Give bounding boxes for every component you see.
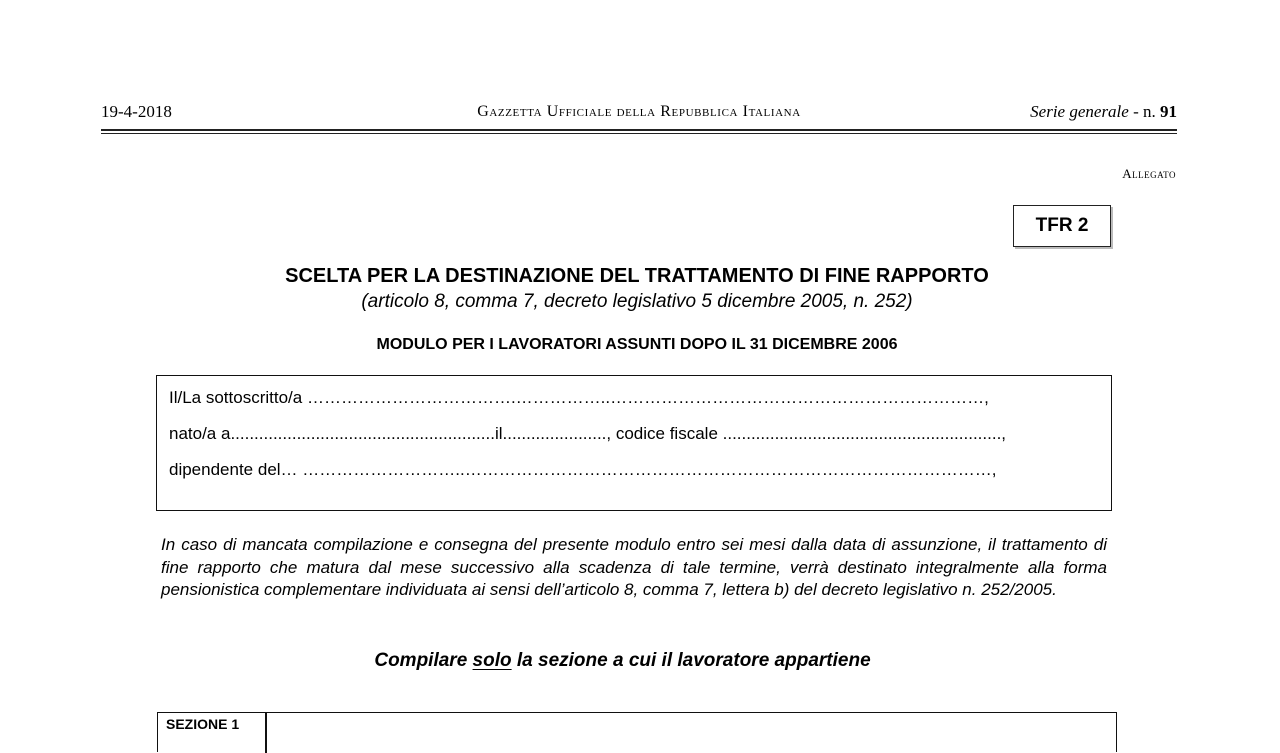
form-code-box: [1013, 205, 1111, 247]
instruction-after: la sezione a cui il lavoratore appartiene: [511, 650, 871, 671]
nascita-codice-fiscale-line[interactable]: nato/a a........................................................il......................, codice fiscale ...........................................................,: [169, 424, 1007, 443]
dipendente-line[interactable]: dipendente del… ………………………..…………………………………………………………………………………,: [169, 460, 997, 479]
notice-paragraph: In caso di mancata compilazione e consegna del presente modulo entro sei mesi dalla data di assunzione, il trattamento di fine rapporto che matura dal mese successivo alla scadenza di tale termine, verrà destinato integralmente alla forma pensionistica complementare individuata ai sensi dell’articolo 8, comma 7, lettera b) del decreto legislativo n. 252/2005.: [161, 535, 1107, 599]
section-instruction: [0, 650, 1245, 672]
instruction-underlined: solo: [472, 650, 512, 671]
sezione-1-label: SEZIONE 1: [166, 716, 240, 732]
gazzetta-title: Gazzetta Ufficiale della Repubblica Italiana: [477, 103, 801, 120]
document-title: SCELTA PER LA DESTINAZIONE DEL TRATTAMENTO DI FINE RAPPORTO: [285, 265, 989, 287]
modulo-heading: MODULO PER I LAVORATORI ASSUNTI DOPO IL 31 DICEMBRE 2006: [376, 336, 898, 353]
sezione-1-box: [157, 712, 1117, 752]
serie-info: [1030, 102, 1177, 122]
instruction-before: Compilare: [374, 650, 473, 671]
serie-label: Serie generale: [1030, 102, 1129, 121]
document-subtitle: (articolo 8, comma 7, decreto legislativo 5 dicembre 2005, n. 252): [361, 291, 913, 312]
gazzetta-header: [101, 100, 1177, 124]
header-rule-thin: [101, 133, 1177, 134]
serie-separator: - n.: [1128, 102, 1160, 121]
publication-date: 19-4-2018: [101, 102, 172, 121]
personal-data-box: [156, 375, 1112, 511]
sezione-divider: [265, 713, 267, 753]
allegato-label: Allegato: [1122, 166, 1176, 181]
form-code: TFR 2: [1035, 215, 1089, 236]
serie-number: 91: [1160, 102, 1177, 121]
sottoscritto-line[interactable]: Il/La sottoscritto/a ……………………………….……………..…………………………………………………………,: [169, 388, 989, 407]
header-rule-thick: [101, 129, 1177, 131]
